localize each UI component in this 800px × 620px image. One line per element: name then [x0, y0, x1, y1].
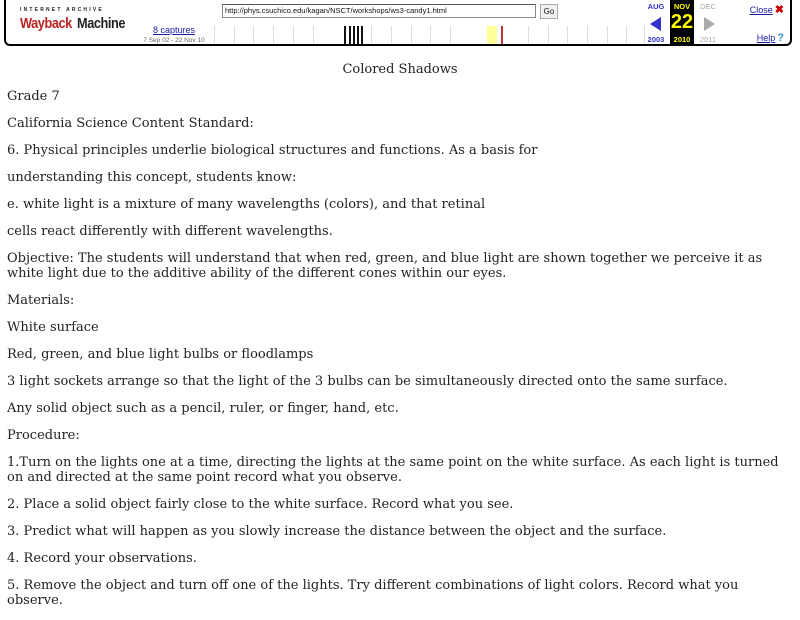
help-icon[interactable]: ?: [777, 32, 784, 44]
procedure-step: 3. Predict what will happen as you slowly increase the distance between the object and the surface.: [7, 524, 667, 539]
page-title: Colored Shadows: [342, 62, 458, 77]
standard-text: e. white light is a mixture of many wavelengths (colors), and that retinal: [7, 197, 486, 212]
timeline-tick: [371, 26, 372, 44]
captures-link[interactable]: 8 captures: [152, 25, 196, 35]
timeline-tick: [450, 26, 451, 44]
material-item: 3 light sockets arrange so that the light of the 3 bulbs can be simultaneously directed onto the same surface.: [7, 374, 728, 389]
prev-month[interactable]: AUG: [647, 2, 665, 11]
next-month: DEC: [700, 2, 716, 11]
materials-heading: Materials:: [7, 293, 75, 308]
procedure-step: 4. Record your observations.: [7, 551, 197, 566]
captures-range: 7 Sep 02 - 22 Nov 10: [143, 37, 205, 44]
logo-machine-text: Machine: [76, 15, 126, 32]
timeline-tick: [391, 26, 392, 44]
procedure-heading: Procedure:: [7, 428, 80, 443]
next-capture: [696, 0, 720, 46]
timeline-tick: [430, 26, 431, 44]
timeline-tick: [567, 26, 568, 44]
help-control[interactable]: [757, 32, 784, 44]
material-item: Red, green, and blue light bulbs or floodlamps: [7, 347, 314, 362]
standard-text: understanding this concept, students know:: [7, 170, 297, 185]
wayback-toolbar: [4, 0, 792, 46]
arrow-right-icon: [704, 17, 715, 31]
standard-heading: California Science Content Standard:: [7, 116, 254, 131]
timeline-tick: [234, 26, 235, 44]
capture-bar[interactable]: [357, 26, 359, 44]
url-input[interactable]: http://phys.csuchico.edu/kagan/NSCT/workshops/ws3-candy1.html: [222, 4, 536, 18]
arrow-left-icon[interactable]: [650, 17, 661, 31]
objective-text: Objective: The students will understand that when red, green, and blue light are shown together we perceive it as white light due to the additive ability of the different cones within our eyes.: [7, 251, 763, 281]
timeline-tick: [313, 26, 314, 44]
next-year: 2011: [699, 35, 717, 44]
wayback-logo[interactable]: [20, 7, 126, 37]
standard-text: cells react differently with different wavelengths.: [7, 224, 333, 239]
date-navigator: [644, 0, 724, 46]
timeline-tick: [528, 26, 529, 44]
capture-timeline[interactable]: [208, 24, 646, 46]
current-capture-marker[interactable]: [501, 26, 503, 44]
procedure-step: 5. Remove the object and turn off one of the lights. Try different combinations of light colors. Record what you observe.: [7, 578, 739, 608]
logo-wayback-text: Wayback: [20, 15, 72, 32]
close-icon[interactable]: ✖: [774, 4, 784, 16]
timeline-tick: [548, 26, 549, 44]
timeline-tick: [293, 26, 294, 44]
current-day: 22: [670, 11, 694, 33]
capture-bar[interactable]: [344, 26, 346, 44]
logo-internet-archive-text: INTERNET ARCHIVE: [20, 7, 104, 13]
timeline-tick: [273, 26, 274, 44]
current-month: NOV: [673, 2, 691, 11]
prev-year[interactable]: 2003: [647, 35, 665, 44]
material-item: Any solid object such as a pencil, ruler, or finger, hand, etc.: [7, 401, 399, 416]
help-link[interactable]: Help: [756, 33, 776, 43]
captures-info: [134, 25, 214, 45]
current-year: 2010: [673, 35, 691, 44]
timeline-tick: [253, 26, 254, 44]
standard-text: 6. Physical principles underlie biological structures and functions. As a basis for: [7, 143, 538, 158]
capture-bar[interactable]: [353, 26, 355, 44]
timeline-tick: [214, 26, 215, 44]
timeline-tick: [411, 26, 412, 44]
close-link[interactable]: Close: [749, 5, 773, 15]
current-capture: [670, 0, 694, 46]
go-button[interactable]: Go: [540, 4, 558, 19]
capture-bar[interactable]: [361, 26, 363, 44]
procedure-step: 1.Turn on the lights one at a time, directing the lights at the same point on the white surface. As each light is turned on and directed at the same point record what you observe.: [7, 455, 779, 485]
material-item: White surface: [7, 320, 99, 335]
current-year-highlight: [487, 26, 497, 44]
capture-bar[interactable]: [349, 26, 351, 44]
close-control[interactable]: [750, 3, 784, 16]
timeline-tick: [607, 26, 608, 44]
procedure-step: 2. Place a solid object fairly close to the white surface. Record what you see.: [7, 497, 514, 512]
grade-text: Grade 7: [7, 89, 60, 104]
page-content: [7, 62, 793, 620]
timeline-tick: [587, 26, 588, 44]
timeline-tick: [626, 26, 627, 44]
prev-capture[interactable]: [644, 0, 668, 46]
